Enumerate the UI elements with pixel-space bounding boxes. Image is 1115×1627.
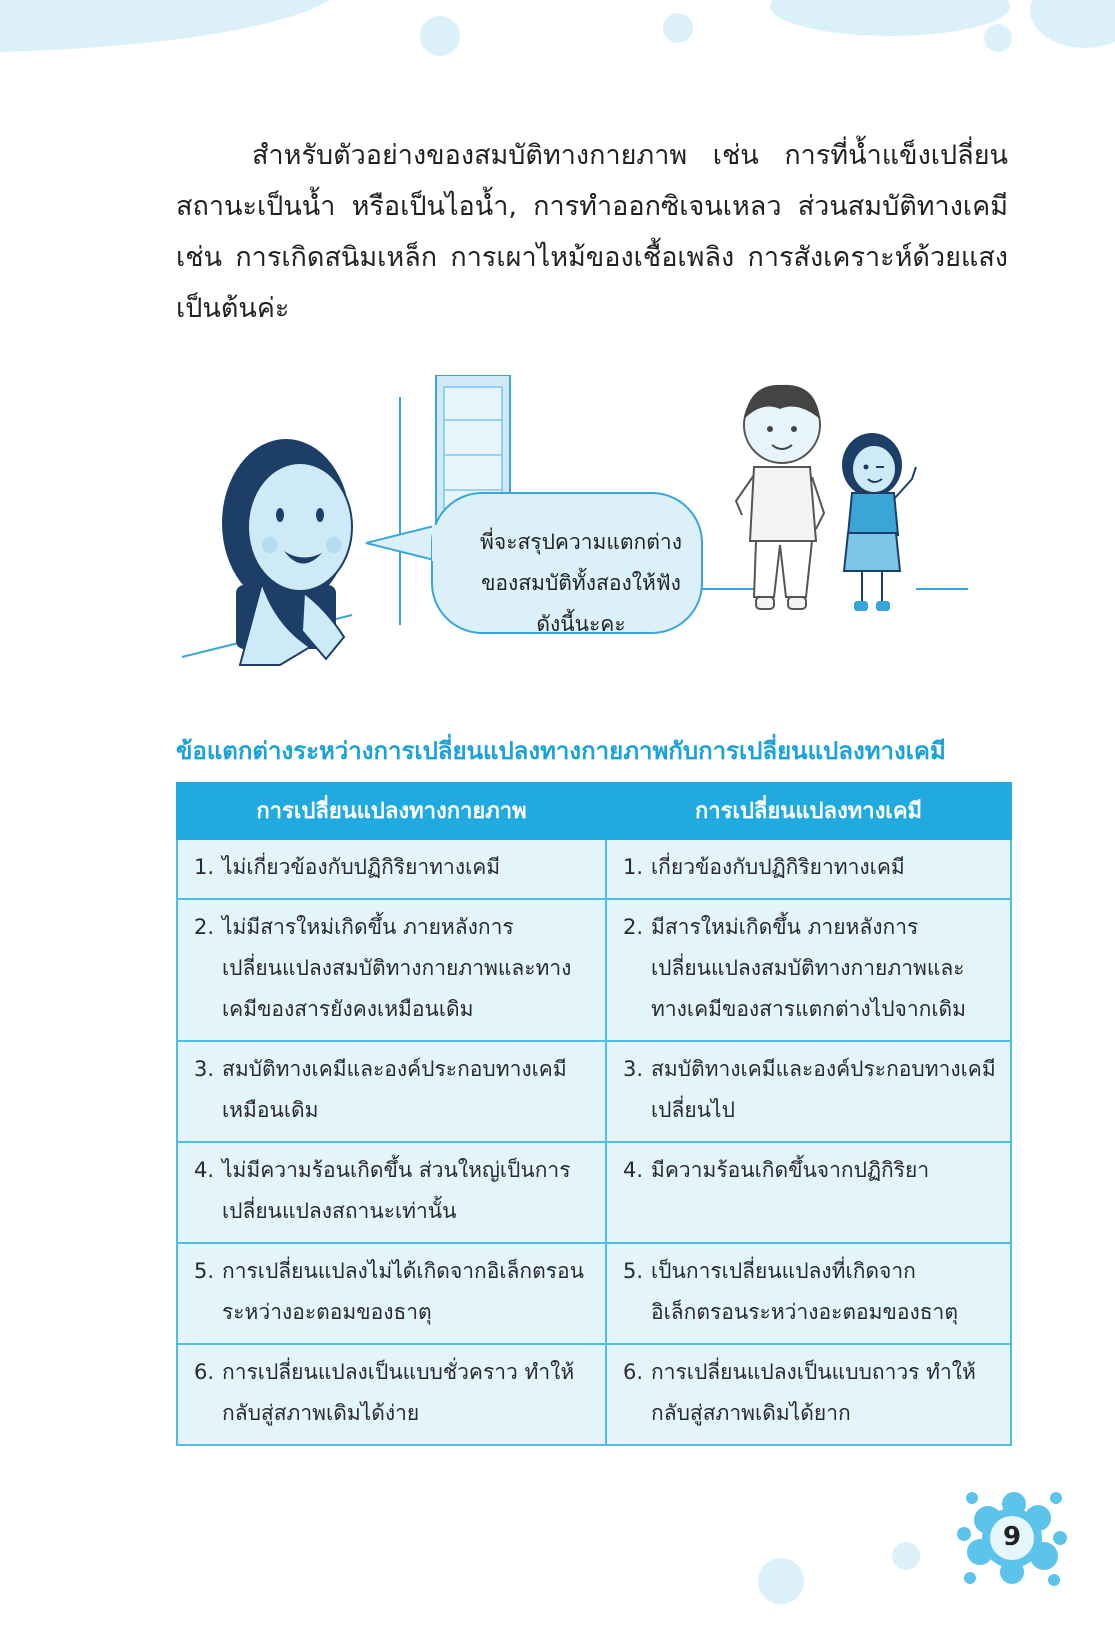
chemical-cell	[606, 899, 1011, 1041]
boy-character	[736, 385, 824, 609]
table-header-row	[177, 783, 1011, 839]
table-title: ข้อแตกต่างระหว่างการเปลี่ยนแปลงทางกายภาพกับการเปลี่ยนแปลงทางเคมี	[176, 737, 946, 765]
table-row	[177, 1142, 1011, 1243]
decor-bubble	[758, 1558, 804, 1604]
item-number: 2.	[623, 915, 644, 939]
chemical-text: เป็นการเปลี่ยนแปลงที่เกิดจากอิเล็กตรอนระหว่างอะตอมของธาตุ	[651, 1259, 958, 1324]
physical-cell	[177, 1142, 606, 1243]
physical-text: ไม่มีความร้อนเกิดขึ้น ส่วนใหญ่เป็นการเปลี่ยนแปลงสถานะเท่านั้น	[222, 1158, 571, 1223]
physical-text: การเปลี่ยนแปลงเป็นแบบชั่วคราว ทำให้กลับสู่สภาพเดิมได้ง่าย	[222, 1360, 575, 1425]
header-physical: การเปลี่ยนแปลงทางกายภาพ	[177, 783, 606, 839]
item-number: 5.	[623, 1259, 644, 1283]
table-row	[177, 1041, 1011, 1142]
comparison-table	[176, 782, 1012, 1446]
physical-cell	[177, 899, 606, 1041]
physical-text: ไม่เกี่ยวข้องกับปฏิกิริยาทางเคมี	[222, 855, 501, 879]
speech-line-2: ของสมบัติทั้งสองให้ฟัง	[481, 571, 681, 595]
table-row	[177, 1344, 1011, 1445]
physical-cell	[177, 839, 606, 899]
item-number: 1.	[623, 855, 644, 879]
small-girl-character	[842, 433, 916, 611]
speech-line-1: พี่จะสรุปความแตกต่าง	[480, 530, 682, 554]
chemical-text: เกี่ยวข้องกับปฏิกิริยาทางเคมี	[651, 855, 905, 879]
header-chemical: การเปลี่ยนแปลงทางเคมี	[606, 783, 1011, 839]
item-number: 4.	[194, 1158, 215, 1182]
girl-character	[222, 439, 352, 665]
chemical-cell	[606, 839, 1011, 899]
table-row	[177, 899, 1011, 1041]
physical-cell	[177, 1041, 606, 1142]
physical-text: การเปลี่ยนแปลงไม่ได้เกิดจากอิเล็กตรอนระหว่างอะตอมของธาตุ	[222, 1259, 585, 1324]
chemical-cell	[606, 1243, 1011, 1344]
speech-bubble-text	[451, 522, 711, 645]
physical-text: สมบัติทางเคมีและองค์ประกอบทางเคมีเหมือนเดิม	[222, 1057, 567, 1122]
chemical-text: สมบัติทางเคมีและองค์ประกอบทางเคมีเปลี่ยนไป	[651, 1057, 996, 1122]
chemical-text: มีความร้อนเกิดขึ้นจากปฏิกิริยา	[651, 1158, 930, 1182]
physical-text: ไม่มีสารใหม่เกิดขึ้น ภายหลังการเปลี่ยนแปลงสมบัติทางกายภาพและทางเคมีของสารยังคงเหมือนเดิม	[222, 915, 572, 1021]
item-number: 4.	[623, 1158, 644, 1182]
item-number: 6.	[194, 1360, 215, 1384]
item-number: 2.	[194, 915, 215, 939]
chemical-cell	[606, 1142, 1011, 1243]
table-row	[177, 839, 1011, 899]
intro-paragraph: สำหรับตัวอย่างของสมบัติทางกายภาพ เช่น การที่น้ำแข็งเปลี่ยนสถานะเป็นน้ำ หรือเป็นไอน้ำ, การทำออกซิเจนเหลว ส่วนสมบัติทางเคมี เช่น การเกิดสนิมเหล็ก การเผาไหม้ของเชื้อเพลิง การสังเคราะห์ด้วยแสง เป็นต้นค่ะ	[176, 140, 1008, 324]
item-number: 5.	[194, 1259, 215, 1283]
chemical-cell	[606, 1344, 1011, 1445]
item-number: 1.	[194, 855, 215, 879]
chemical-text: มีสารใหม่เกิดขึ้น ภายหลังการเปลี่ยนแปลงสมบัติทางกายภาพและทางเคมีของสารแตกต่างไปจากเดิม	[651, 915, 966, 1021]
item-number: 6.	[623, 1360, 644, 1384]
chemical-text: การเปลี่ยนแปลงเป็นแบบถาวร ทำให้กลับสู่สภาพเดิมได้ยาก	[651, 1360, 976, 1425]
chemical-cell	[606, 1041, 1011, 1142]
decor-bubble	[892, 1542, 920, 1570]
physical-cell	[177, 1243, 606, 1344]
physical-cell	[177, 1344, 606, 1445]
item-number: 3.	[194, 1057, 215, 1081]
page-number: 9	[1002, 1522, 1022, 1552]
top-decoration	[0, 0, 1115, 60]
table-row	[177, 1243, 1011, 1344]
item-number: 3.	[623, 1057, 644, 1081]
speech-line-3: ดังนี้นะคะ	[536, 612, 626, 636]
